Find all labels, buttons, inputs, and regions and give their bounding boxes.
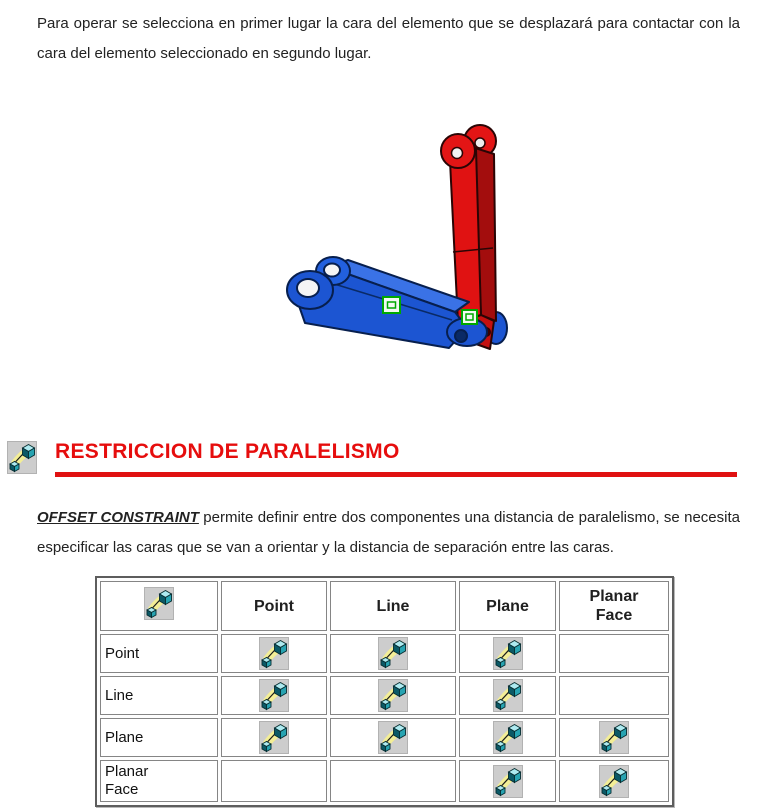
- compat-cell: [330, 634, 456, 673]
- compat-cell: [221, 634, 327, 673]
- table-row: [100, 760, 669, 802]
- section-header: [7, 439, 776, 477]
- compat-cell: [330, 676, 456, 715]
- table-header-row: [100, 581, 669, 631]
- offset-constraint-icon: [378, 679, 408, 712]
- offset-constraint-term: OFFSET CONSTRAINT: [37, 509, 199, 526]
- offset-constraint-icon: [493, 721, 523, 754]
- offset-constraint-icon: [378, 637, 408, 670]
- offset-constraint-icon: [144, 587, 174, 620]
- compat-cell: [459, 634, 556, 673]
- row-label-plane: Plane: [100, 718, 218, 757]
- offset-constraint-icon: [378, 721, 408, 754]
- section-header-body: [55, 439, 737, 477]
- compat-cell: [221, 676, 327, 715]
- table-corner-icon-cell: [100, 581, 218, 631]
- compat-cell: [330, 760, 456, 802]
- table-row: [100, 718, 669, 757]
- row-label-planar-face: Planar Face: [100, 760, 218, 802]
- compat-cell: [330, 718, 456, 757]
- cad-assembly-image: [248, 99, 548, 379]
- offset-constraint-icon: [259, 679, 289, 712]
- intro-paragraph: Para operar se selecciona en primer lugar la cara del elemento que se desplazará para contactar con la cara del elemento seleccionado en segundo lugar.: [37, 15, 740, 62]
- section-underline: [55, 472, 737, 477]
- offset-constraint-icon: [599, 721, 629, 754]
- column-header-plane: Plane: [459, 581, 556, 631]
- compat-cell: [559, 718, 669, 757]
- offset-constraint-icon: [259, 637, 289, 670]
- row-label-point: Point: [100, 634, 218, 673]
- column-header-line: Line: [330, 581, 456, 631]
- offset-constraint-icon: [493, 765, 523, 798]
- column-header-point: Point: [221, 581, 327, 631]
- offset-constraint-icon: [599, 765, 629, 798]
- compat-cell: [221, 760, 327, 802]
- compat-cell: [221, 718, 327, 757]
- compat-cell: [459, 676, 556, 715]
- section-title: RESTRICCION DE PARALELISMO: [55, 440, 400, 463]
- compat-cell: [459, 760, 556, 802]
- column-header-planar-face: Planar Face: [559, 581, 669, 631]
- offset-paragraph: [37, 503, 740, 563]
- offset-paragraph-text: permite definir entre dos componentes una distancia de paralelismo, se necesita especificar las caras que se van a orientar y la distancia de separación entre las caras.: [37, 509, 740, 556]
- table-row: [100, 634, 669, 673]
- offset-compatibility-table: [95, 576, 674, 807]
- offset-constraint-icon: [259, 721, 289, 754]
- assembly-figure: [248, 99, 548, 379]
- compat-cell: [559, 634, 669, 673]
- offset-constraint-icon: [493, 679, 523, 712]
- offset-constraint-icon: [7, 441, 37, 474]
- row-label-line: Line: [100, 676, 218, 715]
- compat-cell: [559, 676, 669, 715]
- table-row: [100, 676, 669, 715]
- offset-constraint-icon: [493, 637, 523, 670]
- compat-cell: [559, 760, 669, 802]
- compat-cell: [459, 718, 556, 757]
- offset-constraint-icon: [7, 441, 37, 474]
